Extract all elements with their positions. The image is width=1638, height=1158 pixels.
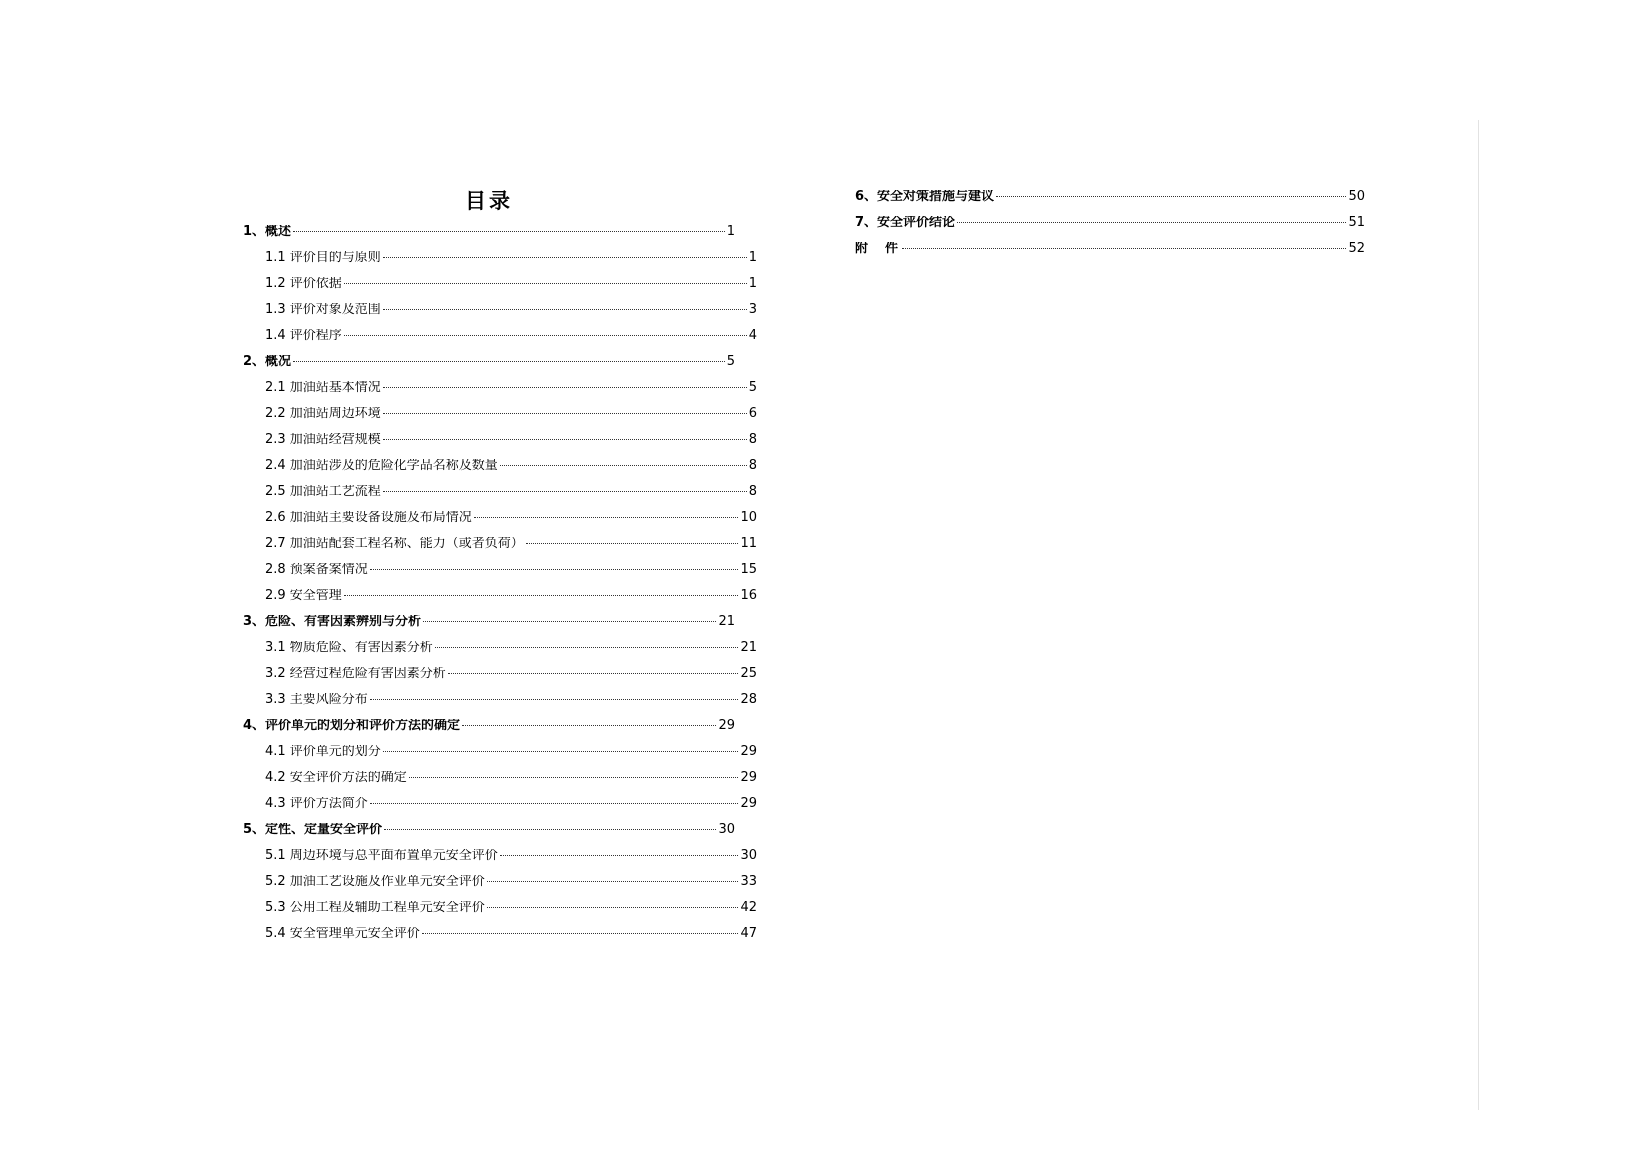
toc-entry[interactable]	[243, 927, 757, 953]
toc-leader-dots	[384, 828, 716, 830]
toc-entry-page-number: 16	[740, 589, 757, 603]
toc-entry-page-number: 52	[1348, 242, 1365, 256]
toc-list-right	[855, 190, 1365, 268]
toc-entry[interactable]	[243, 381, 757, 407]
toc-entry-page-number: 3	[748, 303, 757, 317]
toc-entry[interactable]	[243, 719, 735, 745]
toc-leader-dots	[409, 776, 739, 778]
toc-entry-page-number: 30	[740, 849, 757, 863]
toc-leader-dots	[383, 256, 747, 258]
toc-entry[interactable]	[243, 459, 757, 485]
toc-leader-dots	[383, 412, 747, 414]
toc-entry-page-number: 1	[748, 277, 757, 291]
toc-entry-page-number: 28	[740, 693, 757, 707]
toc-entry-label: 1.4 评价程序	[265, 329, 342, 343]
toc-entry-page-number: 51	[1348, 216, 1365, 230]
toc-entry[interactable]	[243, 225, 735, 251]
toc-leader-dots	[344, 334, 747, 336]
toc-leader-dots	[435, 646, 739, 648]
toc-entry-label: 4.3 评价方法简介	[265, 797, 368, 811]
toc-leader-dots	[370, 698, 739, 700]
toc-entry-label: 1、概述	[243, 225, 292, 239]
toc-entry-label: 2.5 加油站工艺流程	[265, 485, 381, 499]
toc-entry-page-number: 8	[748, 485, 757, 499]
toc-list-left	[243, 225, 757, 953]
toc-entry-label: 5、定性、定量安全评价	[243, 823, 383, 837]
toc-leader-dots	[448, 672, 739, 674]
toc-leader-dots	[383, 386, 747, 388]
toc-leader-dots	[370, 802, 739, 804]
toc-entry[interactable]	[855, 190, 1365, 216]
toc-entry[interactable]	[243, 771, 757, 797]
toc-leader-dots	[500, 854, 739, 856]
toc-entry[interactable]	[243, 693, 757, 719]
toc-leader-dots	[500, 464, 747, 466]
toc-entry-label: 2、概况	[243, 355, 292, 369]
toc-entry-label: 2.6 加油站主要设备设施及布局情况	[265, 511, 472, 525]
toc-entry-label: 2.8 预案备案情况	[265, 563, 368, 577]
toc-entry-label: 5.2 加油工艺设施及作业单元安全评价	[265, 875, 485, 889]
toc-entry-page-number: 10	[740, 511, 757, 525]
toc-entry[interactable]	[243, 433, 757, 459]
toc-entry-page-number: 33	[740, 875, 757, 889]
toc-entry-label: 5.4 安全管理单元安全评价	[265, 927, 420, 941]
page-edge-rule	[1478, 120, 1479, 1110]
toc-leader-dots	[293, 360, 725, 362]
toc-leader-dots	[370, 568, 739, 570]
toc-entry[interactable]	[243, 485, 757, 511]
toc-entry-label: 附 件	[855, 242, 901, 256]
toc-leader-dots	[293, 230, 725, 232]
toc-entry[interactable]	[243, 407, 757, 433]
toc-entry-page-number: 25	[740, 667, 757, 681]
toc-entry-page-number: 4	[748, 329, 757, 343]
toc-entry[interactable]	[243, 303, 757, 329]
toc-entry-page-number: 50	[1348, 190, 1365, 204]
toc-entry-label: 3.3 主要风险分布	[265, 693, 368, 707]
toc-entry[interactable]	[855, 216, 1365, 242]
toc-leader-dots	[383, 438, 747, 440]
toc-entry-page-number: 21	[740, 641, 757, 655]
toc-leader-dots	[487, 906, 739, 908]
toc-entry[interactable]	[243, 251, 757, 277]
toc-entry-label: 4.1 评价单元的划分	[265, 745, 381, 759]
toc-entry-label: 2.2 加油站周边环境	[265, 407, 381, 421]
toc-entry-label: 4.2 安全评价方法的确定	[265, 771, 407, 785]
toc-column-left	[243, 188, 757, 953]
toc-leader-dots	[996, 195, 1346, 197]
toc-entry-page-number: 11	[740, 537, 757, 551]
toc-entry[interactable]	[243, 849, 757, 875]
toc-entry[interactable]	[243, 511, 757, 537]
toc-entry-page-number: 5	[748, 381, 757, 395]
toc-entry-page-number: 1	[726, 225, 735, 239]
toc-entry-label: 1.2 评价依据	[265, 277, 342, 291]
toc-entry-label: 3.1 物质危险、有害因素分析	[265, 641, 433, 655]
toc-entry-page-number: 8	[748, 433, 757, 447]
toc-entry-page-number: 30	[718, 823, 735, 837]
toc-entry-label: 4、评价单元的划分和评价方法的确定	[243, 719, 461, 733]
toc-leader-dots	[383, 308, 747, 310]
toc-entry[interactable]	[243, 875, 757, 901]
toc-column-right	[855, 190, 1365, 268]
toc-entry[interactable]	[243, 823, 735, 849]
toc-leader-dots	[383, 490, 747, 492]
toc-entry-page-number: 29	[740, 797, 757, 811]
toc-leader-dots	[902, 247, 1346, 249]
toc-entry-page-number: 6	[748, 407, 757, 421]
toc-entry[interactable]	[243, 329, 757, 355]
toc-entry-page-number: 29	[740, 745, 757, 759]
toc-entry[interactable]	[243, 277, 757, 303]
toc-leader-dots	[423, 620, 716, 622]
toc-entry-label: 5.1 周边环境与总平面布置单元安全评价	[265, 849, 498, 863]
toc-entry-page-number: 21	[718, 615, 735, 629]
toc-entry-label: 3、危险、有害因素辨别与分析	[243, 615, 422, 629]
toc-entry[interactable]	[243, 797, 757, 823]
toc-entry[interactable]	[243, 667, 757, 693]
toc-entry-label: 1.3 评价对象及范围	[265, 303, 381, 317]
toc-entry-label: 2.9 安全管理	[265, 589, 342, 603]
toc-leader-dots	[422, 932, 739, 934]
toc-leader-dots	[344, 282, 747, 284]
toc-leader-dots	[344, 594, 739, 596]
toc-entry[interactable]	[243, 563, 757, 589]
toc-entry-label: 2.4 加油站涉及的危险化学品名称及数量	[265, 459, 498, 473]
toc-entry[interactable]	[243, 355, 735, 381]
toc-entry[interactable]	[243, 745, 757, 771]
toc-leader-dots	[474, 516, 739, 518]
toc-leader-dots	[383, 750, 739, 752]
toc-entry[interactable]	[243, 615, 735, 641]
toc-entry[interactable]	[243, 901, 757, 927]
toc-leader-dots	[957, 221, 1346, 223]
toc-entry[interactable]	[243, 641, 757, 667]
toc-entry-page-number: 42	[740, 901, 757, 915]
toc-entry-page-number: 8	[748, 459, 757, 473]
toc-entry-page-number: 1	[748, 251, 757, 265]
toc-entry-label: 2.1 加油站基本情况	[265, 381, 381, 395]
toc-entry-label: 6、安全对策措施与建议	[855, 190, 995, 204]
page-title: 目录	[465, 188, 513, 213]
toc-leader-dots	[526, 542, 739, 544]
toc-entry-label: 2.3 加油站经营规模	[265, 433, 381, 447]
toc-entry-label: 7、安全评价结论	[855, 216, 956, 230]
toc-entry-page-number: 15	[740, 563, 757, 577]
toc-entry-label: 1.1 评价目的与原则	[265, 251, 381, 265]
toc-entry-label: 3.2 经营过程危险有害因素分析	[265, 667, 446, 681]
toc-entry-page-number: 29	[718, 719, 735, 733]
toc-entry[interactable]	[243, 589, 757, 615]
toc-entry-label: 2.7 加油站配套工程名称、能力（或者负荷）	[265, 537, 524, 551]
toc-leader-dots	[487, 880, 739, 882]
toc-entry-page-number: 47	[740, 927, 757, 941]
toc-entry-page-number: 29	[740, 771, 757, 785]
toc-entry-label: 5.3 公用工程及辅助工程单元安全评价	[265, 901, 485, 915]
toc-entry-page-number: 5	[726, 355, 735, 369]
toc-leader-dots	[462, 724, 716, 726]
toc-entry[interactable]	[855, 242, 1365, 268]
toc-entry[interactable]	[243, 537, 757, 563]
